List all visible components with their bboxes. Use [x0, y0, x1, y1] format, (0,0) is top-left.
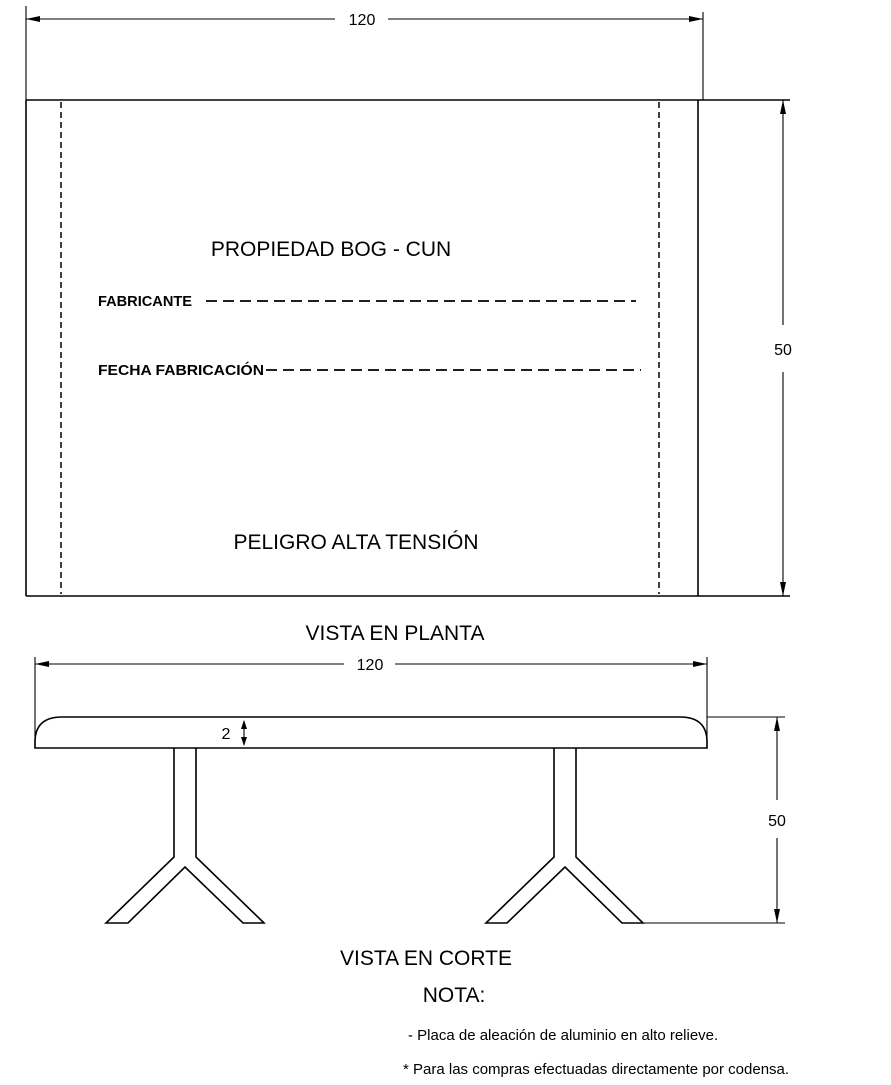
plan-width-dimension: [26, 6, 703, 100]
notes: [403, 984, 789, 1078]
left-support-leg: [106, 748, 264, 923]
note-item: * Para las compras efectuadas directamente por codensa.: [403, 1061, 790, 1078]
plan-view-caption: VISTA EN PLANTA: [305, 622, 485, 645]
section-plate: [35, 717, 707, 748]
notes-heading: NOTA:: [422, 984, 486, 1007]
right-support-leg: [486, 748, 643, 923]
plan-height-dimension: [774, 100, 792, 596]
warning-text: PELIGRO ALTA TENSIÓN: [233, 531, 479, 554]
note-item: - Placa de aleación de aluminio en alto relieve.: [408, 1027, 719, 1044]
section-width-dimension: [35, 657, 707, 747]
plate-title: PROPIEDAD BOG - CUN: [210, 238, 452, 261]
manufacturer-label: FABRICANTE: [98, 294, 193, 310]
section-view: [35, 657, 786, 970]
section-width-value: 120: [356, 657, 384, 674]
fabrication-date-label: FECHA FABRICACIÓN: [98, 363, 253, 379]
thickness-dimension: [222, 720, 247, 746]
section-height-value: 50: [768, 813, 786, 830]
section-view-caption: VISTA EN CORTE: [340, 947, 512, 970]
plan-view: [26, 6, 792, 645]
plan-height-value: 50: [774, 342, 792, 359]
plan-width-value: 120: [348, 12, 376, 29]
thickness-value: 2: [221, 726, 231, 743]
plan-plate-outline: [26, 100, 790, 596]
